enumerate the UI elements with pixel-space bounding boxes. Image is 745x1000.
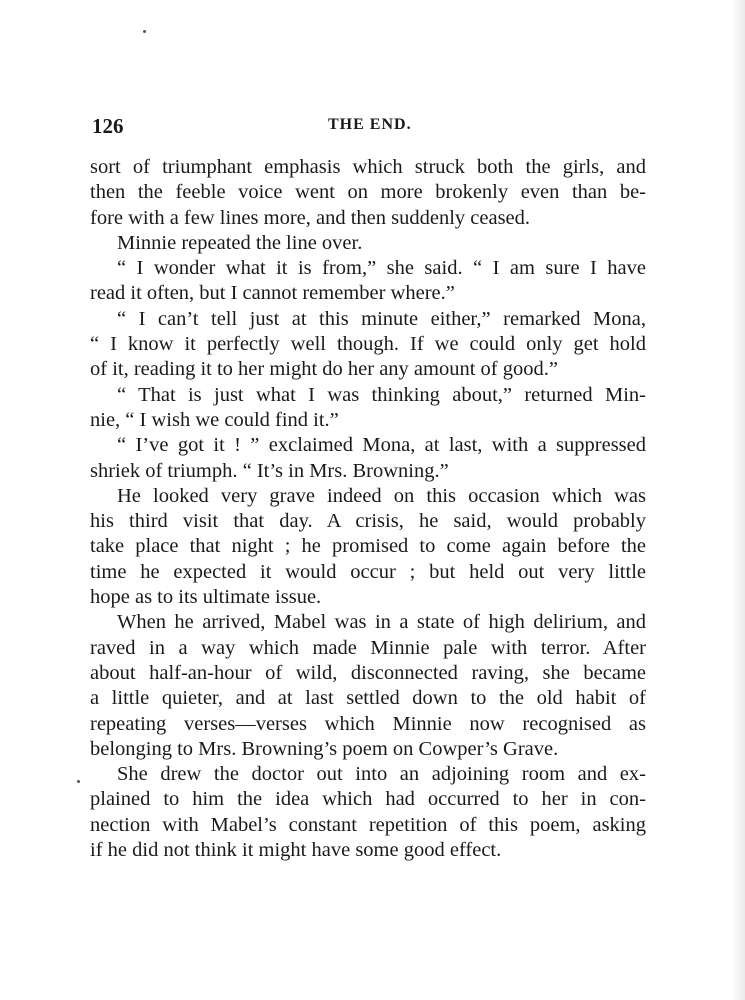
text-line: about half-an-hour of wild, disconnected raving, she became — [90, 661, 646, 684]
text-line: sort of triumphant emphasis which struck both the girls, and — [90, 156, 646, 178]
text-line: She drew the doctor out into an adjoining room and ex- — [117, 763, 646, 786]
body-text — [90, 155, 646, 863]
scan-edge-shadow — [731, 0, 745, 1000]
text-line: “ I’ve got it ! ” exclaimed Mona, at last, with a suppressed — [117, 434, 646, 457]
text-line: raved in a way which made Minnie pale with terror. After — [90, 636, 646, 659]
text-line: belonging to Mrs. Browning’s poem on Cowper’s Grave. — [90, 737, 559, 760]
text-line: hope as to its ultimate issue. — [90, 586, 322, 609]
text-line: “ I know it perfectly well though. If we could only get hold — [90, 333, 646, 356]
text-line: read it often, but I cannot remember where.” — [90, 282, 455, 305]
text-line: time he expected it would occur ; but held out very little — [90, 560, 646, 583]
text-line: shriek of triumph. “ It’s in Mrs. Browning.” — [90, 459, 449, 482]
text-line: “ That is just what I was thinking about,” returned Min- — [117, 383, 646, 406]
text-line: He looked very grave indeed on this occasion which was — [117, 484, 646, 507]
text-line: if he did not think it might have some good effect. — [90, 839, 502, 862]
text-line: nie, “ I wish we could find it.” — [90, 408, 339, 431]
text-line: nection with Mabel’s constant repetition of this poem, asking — [90, 813, 646, 836]
text-line: “ I wonder what it is from,” she said. “ I am sure I have — [117, 257, 646, 280]
text-line: “ I can’t tell just at this minute either,” remarked Mona, — [117, 307, 646, 330]
scan-speck — [143, 30, 146, 33]
text-line: his third visit that day. A crisis, he said, would probably — [90, 510, 646, 533]
text-line: of it, reading it to her might do her any amount of good.” — [90, 358, 558, 381]
text-line: plained to him the idea which had occurred to her in con- — [90, 788, 646, 811]
scan-speck — [77, 780, 80, 783]
running-title: THE END. — [328, 116, 412, 133]
text-line: fore with a few lines more, and then suddenly ceased. — [90, 206, 531, 229]
text-line: When he arrived, Mabel was in a state of high delirium, and — [117, 611, 646, 634]
text-line: take place that night ; he promised to come again before the — [90, 535, 646, 558]
text-line: Minnie repeated the line over. — [117, 231, 363, 254]
text-line: a little quieter, and at last settled down to the old habit of — [90, 687, 646, 710]
page-header — [92, 114, 642, 140]
page-number: 126 — [92, 114, 124, 138]
text-line: then the feeble voice went on more brokenly even than be- — [90, 181, 646, 204]
text-line: repeating verses—verses which Minnie now recognised as — [90, 712, 646, 735]
